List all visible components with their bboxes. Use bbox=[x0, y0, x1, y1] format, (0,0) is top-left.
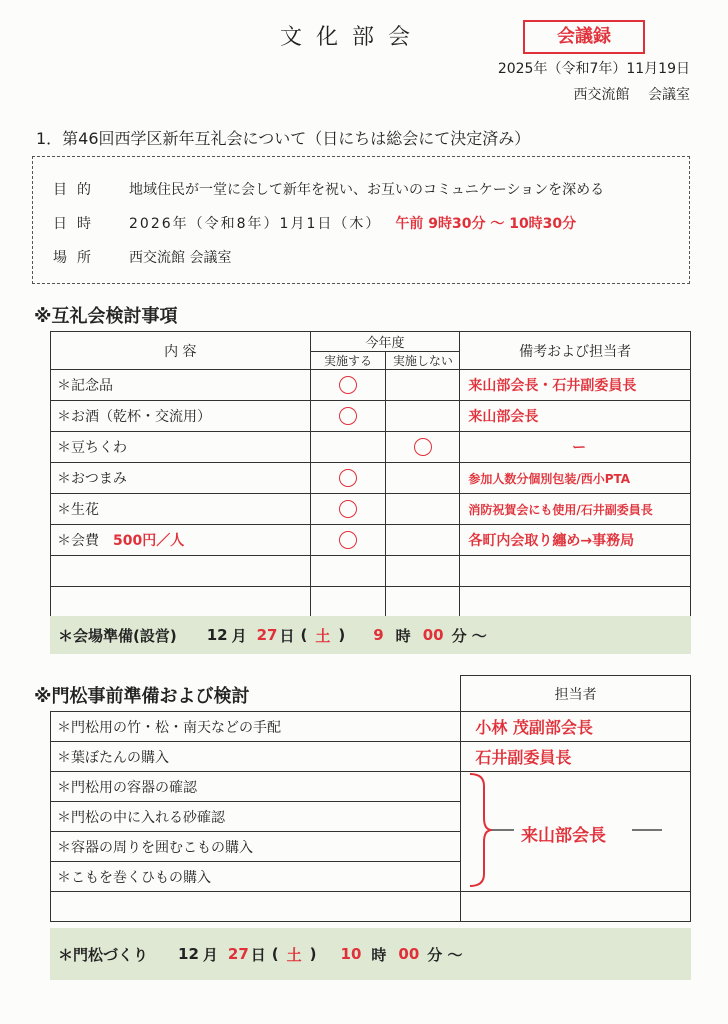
circle-mark-icon bbox=[414, 438, 432, 456]
setup-label: ＊会場準備(設営) bbox=[58, 626, 177, 645]
greeting-party-table bbox=[50, 331, 691, 618]
kado-minute-label: 分 ～ bbox=[427, 945, 463, 964]
section1-title: ※互礼会検討事項 bbox=[34, 306, 178, 327]
kadomatsu-making-band bbox=[50, 928, 691, 980]
kado-hour-label: 時 bbox=[371, 945, 387, 964]
person-cell: 小林 茂副部会長 bbox=[461, 712, 691, 742]
item-label: ＊記念品 bbox=[57, 378, 113, 394]
kado-label: ＊門松づくり bbox=[58, 945, 149, 964]
item-label: ＊生花 bbox=[57, 502, 99, 518]
kado-month: 12 bbox=[178, 945, 199, 963]
table-row bbox=[51, 401, 691, 432]
col-header-content: 内 容 bbox=[51, 332, 311, 370]
info-row-datetime bbox=[53, 213, 576, 233]
item-cell bbox=[51, 494, 311, 525]
info-label: 目的 bbox=[53, 182, 101, 198]
kado-day: 27 bbox=[227, 945, 249, 963]
do-cell bbox=[310, 525, 386, 556]
item-cell bbox=[51, 463, 311, 494]
item-label: ＊おつまみ bbox=[57, 471, 127, 487]
kado-minute: 00 bbox=[398, 945, 420, 963]
info-row-purpose bbox=[53, 179, 604, 199]
item-cell bbox=[51, 370, 311, 401]
note-cell: 参加人数分個別包装/西小PTA bbox=[460, 463, 691, 494]
circle-mark-icon bbox=[339, 531, 357, 549]
setup-hour-label: 時 bbox=[395, 626, 411, 645]
notdo-cell bbox=[386, 401, 460, 432]
notdo-cell bbox=[386, 370, 460, 401]
table-row bbox=[51, 712, 691, 742]
task-cell: ＊葉ぼたんの購入 bbox=[51, 742, 461, 772]
task-cell: ＊容器の周りを囲むこもの購入 bbox=[51, 832, 461, 862]
col-header-person: 担当者 bbox=[461, 676, 691, 712]
note-cell: 来山部会長 bbox=[460, 401, 691, 432]
do-cell bbox=[310, 370, 386, 401]
setup-minute: 00 bbox=[422, 626, 444, 644]
table-row bbox=[51, 525, 691, 556]
info-label: 日時 bbox=[53, 216, 101, 232]
circle-mark-icon bbox=[339, 469, 357, 487]
setup-weekday-close: ) bbox=[338, 626, 346, 644]
table-row bbox=[51, 432, 691, 463]
setup-minute-label: 分 ～ bbox=[451, 626, 487, 645]
kado-weekday: 土 bbox=[286, 945, 302, 964]
person-cell: 石井副委員長 bbox=[461, 742, 691, 772]
task-cell: ＊こもを巻くひもの購入 bbox=[51, 862, 461, 892]
note-cell: 各町内会取り纏め→事務局 bbox=[460, 525, 691, 556]
info-text: 地域住民が一堂に会して新年を祝い、お互いのコミュニケーションを深める bbox=[129, 182, 605, 198]
kado-hour: 10 bbox=[340, 945, 362, 963]
circle-mark-icon bbox=[339, 500, 357, 518]
group-person: 来山部会長 bbox=[517, 821, 610, 846]
setup-day: 27 bbox=[256, 626, 278, 644]
note-cell: 来山部会長・石井副委員長 bbox=[460, 370, 691, 401]
setup-day-label: 日 bbox=[279, 626, 295, 645]
document-title: 文化部会 bbox=[280, 25, 425, 50]
info-text: 西交流館 会議室 bbox=[129, 250, 232, 266]
item-label: ＊会費 bbox=[57, 533, 99, 549]
do-cell bbox=[310, 401, 386, 432]
kado-month-label: 月 bbox=[202, 945, 218, 964]
item-cell bbox=[51, 525, 311, 556]
item-extra: 500円／人 bbox=[113, 533, 185, 549]
item-cell bbox=[51, 432, 311, 463]
minutes-badge: 会議録 bbox=[523, 20, 645, 54]
circle-mark-icon bbox=[339, 407, 357, 425]
setup-weekday: 土 bbox=[315, 626, 331, 645]
table-row bbox=[51, 370, 691, 401]
task-cell: ＊門松用の容器の確認 bbox=[51, 772, 461, 802]
kado-weekday-open: ( bbox=[271, 945, 279, 963]
col-header-notes: 備考および担当者 bbox=[460, 332, 691, 370]
circle-mark-icon bbox=[339, 376, 357, 394]
kado-day-label: 日 bbox=[250, 945, 266, 964]
venue-setup-band bbox=[50, 616, 691, 654]
do-cell bbox=[310, 494, 386, 525]
col-header-notdo: 実施しない bbox=[386, 352, 460, 370]
do-cell bbox=[310, 463, 386, 494]
col-header-thisyear: 今年度 bbox=[310, 332, 460, 352]
info-time-red: 午前 9時30分 ～ 10時30分 bbox=[395, 216, 577, 232]
meeting-place: 西交流館 会議室 bbox=[573, 87, 690, 103]
empty-row bbox=[51, 892, 691, 922]
notdo-cell bbox=[386, 494, 460, 525]
agenda-heading: 1．第46回西学区新年互礼会について（日にちは総会にて決定済み） bbox=[36, 129, 531, 148]
empty-row bbox=[51, 587, 691, 618]
event-info-box bbox=[32, 156, 690, 284]
task-cell: ＊門松の中に入れる砂確認 bbox=[51, 802, 461, 832]
task-cell: ＊門松用の竹・松・南天などの手配 bbox=[51, 712, 461, 742]
note-cell: 消防祝賀会にも使用/石井副委員長 bbox=[460, 494, 691, 525]
setup-month: 12 bbox=[206, 626, 228, 644]
section2-title: ※門松事前準備および検討 bbox=[34, 686, 250, 707]
setup-month-label: 月 bbox=[231, 626, 247, 645]
table-row bbox=[51, 463, 691, 494]
setup-hour: 9 bbox=[373, 626, 384, 644]
empty-row bbox=[51, 556, 691, 587]
item-label: ＊豆ちくわ bbox=[57, 440, 127, 456]
item-label: ＊お酒（乾杯・交流用） bbox=[57, 409, 211, 425]
notdo-cell bbox=[386, 432, 460, 463]
kado-weekday-close: ) bbox=[309, 945, 317, 963]
col-header-do: 実施する bbox=[310, 352, 386, 370]
notdo-cell bbox=[386, 525, 460, 556]
do-cell bbox=[310, 432, 386, 463]
info-text: 2026年（令和8年）1月1日（木） bbox=[129, 216, 382, 232]
bracket-shape bbox=[470, 774, 492, 886]
item-cell bbox=[51, 401, 311, 432]
setup-weekday-open: ( bbox=[300, 626, 308, 644]
note-cell: ー bbox=[460, 432, 691, 463]
table-row bbox=[51, 742, 691, 772]
meeting-date: 2025年（令和7年）11月19日 bbox=[497, 61, 690, 77]
info-label: 場所 bbox=[53, 250, 101, 266]
table-row bbox=[51, 494, 691, 525]
info-row-location bbox=[53, 247, 231, 267]
notdo-cell bbox=[386, 463, 460, 494]
